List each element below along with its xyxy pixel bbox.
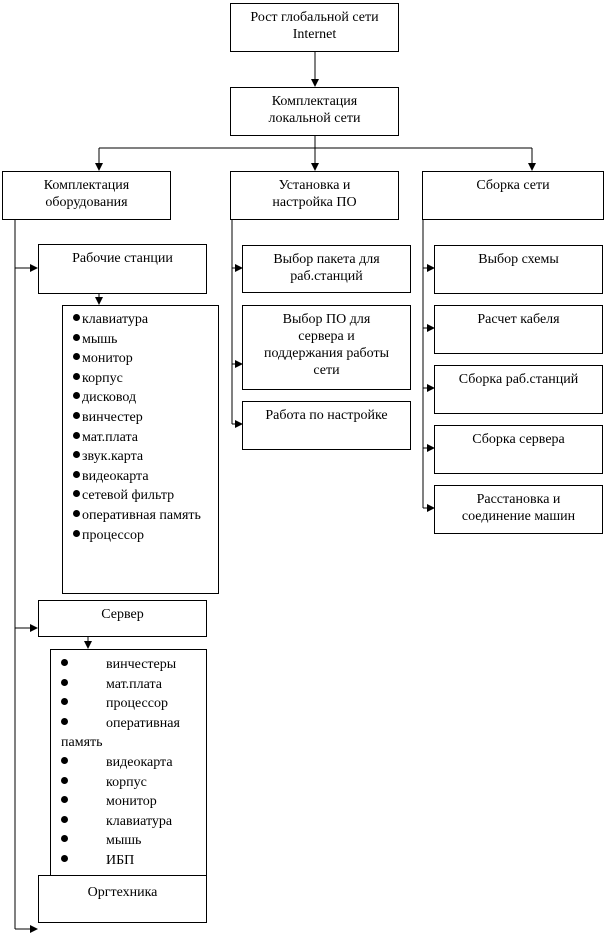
- office-equipment-node: Оргтехника: [38, 875, 207, 923]
- bullet-icon: [73, 471, 80, 478]
- list-item: оперативная память: [61, 715, 180, 751]
- network-step-node: Сборка сервера: [434, 425, 603, 474]
- bullet-icon: [73, 451, 80, 458]
- list-item: процессор: [61, 694, 202, 714]
- list-item: мат.плата: [61, 675, 202, 695]
- bullet-icon: [73, 510, 80, 517]
- bullet-icon: [61, 718, 68, 725]
- bullet-icon: [61, 679, 68, 686]
- list-item: клавиатура: [61, 812, 202, 832]
- equipment-node: Комплектация оборудования: [2, 171, 171, 220]
- list-item: мышь: [73, 330, 214, 350]
- bullet-icon: [61, 757, 68, 764]
- bullet-icon: [73, 530, 80, 537]
- server-items-list: [50, 649, 207, 877]
- list-item: клавиатура: [73, 310, 214, 330]
- list-item: монитор: [73, 349, 214, 369]
- list-item: звук.карта: [73, 447, 214, 467]
- list-item: мышь: [61, 831, 202, 851]
- list-item: сетевой фильтр: [73, 486, 214, 506]
- workstation-items-list: [62, 305, 219, 594]
- list-item: видеокарта: [73, 467, 214, 487]
- root-node: Рост глобальной сети Internet: [230, 3, 399, 52]
- workstations-node: Рабочие станции: [38, 244, 207, 294]
- lan-assembly-node: Комплектация локальной сети: [230, 87, 399, 136]
- bullet-icon: [73, 334, 80, 341]
- list-item: видеокарта: [61, 753, 202, 773]
- bullet-icon: [73, 432, 80, 439]
- software-node: Установка и настройка ПО: [230, 171, 399, 220]
- list-item: корпус: [73, 369, 214, 389]
- list-item: винчестеры: [61, 655, 202, 675]
- network-node: Сборка сети: [422, 171, 604, 220]
- network-step-node: Расстановка и соединение машин: [434, 485, 603, 534]
- server-node: Сервер: [38, 600, 207, 637]
- bullet-icon: [73, 392, 80, 399]
- bullet-icon: [73, 412, 80, 419]
- list-item: мат.плата: [73, 428, 214, 448]
- bullet-icon: [61, 659, 68, 666]
- list-item: монитор: [61, 792, 202, 812]
- list-item: оперативная память: [73, 506, 214, 526]
- network-step-node: Выбор схемы: [434, 245, 603, 294]
- software-step-node: Работа по настройке: [242, 401, 411, 450]
- network-step-node: Расчет кабеля: [434, 305, 603, 354]
- list-item: ИБП: [61, 851, 202, 871]
- bullet-icon: [61, 816, 68, 823]
- bullet-icon: [73, 314, 80, 321]
- list-item: винчестер: [73, 408, 214, 428]
- bullet-icon: [73, 490, 80, 497]
- list-item: корпус: [61, 773, 202, 793]
- bullet-icon: [61, 796, 68, 803]
- bullet-icon: [61, 777, 68, 784]
- list-item: дисковод: [73, 388, 214, 408]
- bullet-icon: [61, 855, 68, 862]
- network-step-node: Сборка раб.станций: [434, 365, 603, 414]
- software-step-node: Выбор ПО для сервера и поддержания работы сети: [242, 305, 411, 390]
- bullet-icon: [61, 698, 68, 705]
- bullet-icon: [73, 373, 80, 380]
- bullet-icon: [73, 353, 80, 360]
- software-step-node: Выбор пакета для раб.станций: [242, 245, 411, 293]
- bullet-icon: [61, 835, 68, 842]
- list-item: процессор: [73, 526, 214, 546]
